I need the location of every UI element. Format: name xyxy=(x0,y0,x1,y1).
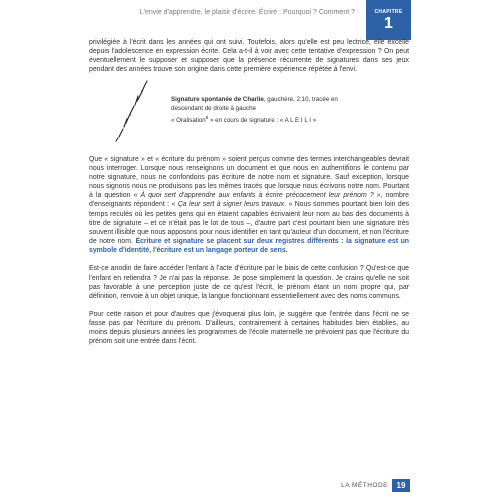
para2-text-a: Que « signature » et « écriture du prénom » soient perçus comme des termes interchangeables devrait nous interroger. Lorsque nous renseignons un document et que nous en authentifions le contenu par notre signature, nous ne confondons pas écriture de notre nom et signature. Sauf exception, lorsque nous signons nous ne produisons pas les mêmes tracés que lorsque nous écrivons notre nom. Pourtant à la question xyxy=(89,155,409,200)
chapter-tab xyxy=(366,0,411,40)
paragraph-intro: privilégiée à l'écrit dans les années qui ont suivi. Toutefois, alors qu'elle est peu lectrice, elle excelle depuis l'adolescence en expression écrite. Cela a-t-il à voir avec cette tentative d'expression ? On peut éventuellement le supposer et supposer que la présence récurrente de signatures dans ses jeux pendant des années trouve son origine dans cette première expérience répétée à l'envi. xyxy=(89,39,409,74)
para2-text-c: . » Nous sommes pourtant bien loin des temps reculés où les petites gens qui en étaient capables écrivaient leur nom au bas des documents à titre de signature – et ce n'était pas le lot de tous –, d'autre part c'est pourtant bien une signature très souvent illisible que nous apposons pour nous identifier en tant qu'auteur d'un document, et non l'écriture de notre nom. xyxy=(89,201,410,246)
page-number: 19 xyxy=(392,479,410,492)
signature-drawing-image xyxy=(114,79,149,143)
para2-highlight: Écriture et signature se placent sur deux registres différents : la signature est un symbole d'identité, l'écriture est un langage porteur de sens. xyxy=(89,238,410,255)
signature-caption-title: Signature spontanée de Charlie xyxy=(171,95,264,103)
footnote-marker: 8 xyxy=(205,115,209,121)
signature-oral-prefix: « Oralisation xyxy=(171,117,206,125)
paragraph-question: Est-ce anodin de faire accéder l'enfant à l'acte d'écriture par le biais de cette confusion ? Qu'est-ce que l'enfant en retiendra ? Je n'ai pas la réponse. Je pose simplement la question. Je crains qu'elle ne soit pas favorable à une perception juste de ce qu'est l'écrit, le prénom étant un nom propre qui, par définition, renvoie à un objet unique, la langue fonctionnant essentiellement avec des noms communs. xyxy=(89,265,409,300)
footer-section-label: LA MÉTHODE xyxy=(341,481,388,489)
signature-caption xyxy=(171,95,361,126)
paragraph-conclusion: Pour cette raison et pour d'autres que j'évoquerai plus loin, je suggère que l'entrée dans l'écrit ne se fasse pas par l'écriture du prénom. D'ailleurs, contrairement à certaines habitudes bien établies, au moins depuis plusieurs années les programmes de l'école maternelle ne prévoient pas que l'écriture du prénom soit une entrée dans l'écrit. xyxy=(89,310,409,346)
signature-figure xyxy=(89,75,409,155)
signature-oral-suffix: » en cours de signature : « A L E I L I » xyxy=(208,117,317,125)
chapter-number: 1 xyxy=(384,15,393,32)
running-header: L'envie d'apprendre, le plaisir d'écrire. Écrire : Pourquoi ? Comment ? xyxy=(139,9,355,16)
page-body xyxy=(89,38,409,347)
chapter-label: CHAPITRE xyxy=(374,9,403,15)
paragraph-signature-vs-name xyxy=(89,155,409,256)
signature-caption-detail: , gauchère, 2;10, tracée en descendant de droite à gauche xyxy=(171,95,338,112)
para2-question: « À quoi sert d'apprendre aux enfants à écrire précocement leur prénom ? » xyxy=(133,192,381,200)
para2-text-b: , nombre d'enseignants répondent : « xyxy=(89,192,409,209)
para2-response: Ça leur sert à signer leurs travaux xyxy=(177,201,285,209)
page-footer xyxy=(320,478,410,492)
